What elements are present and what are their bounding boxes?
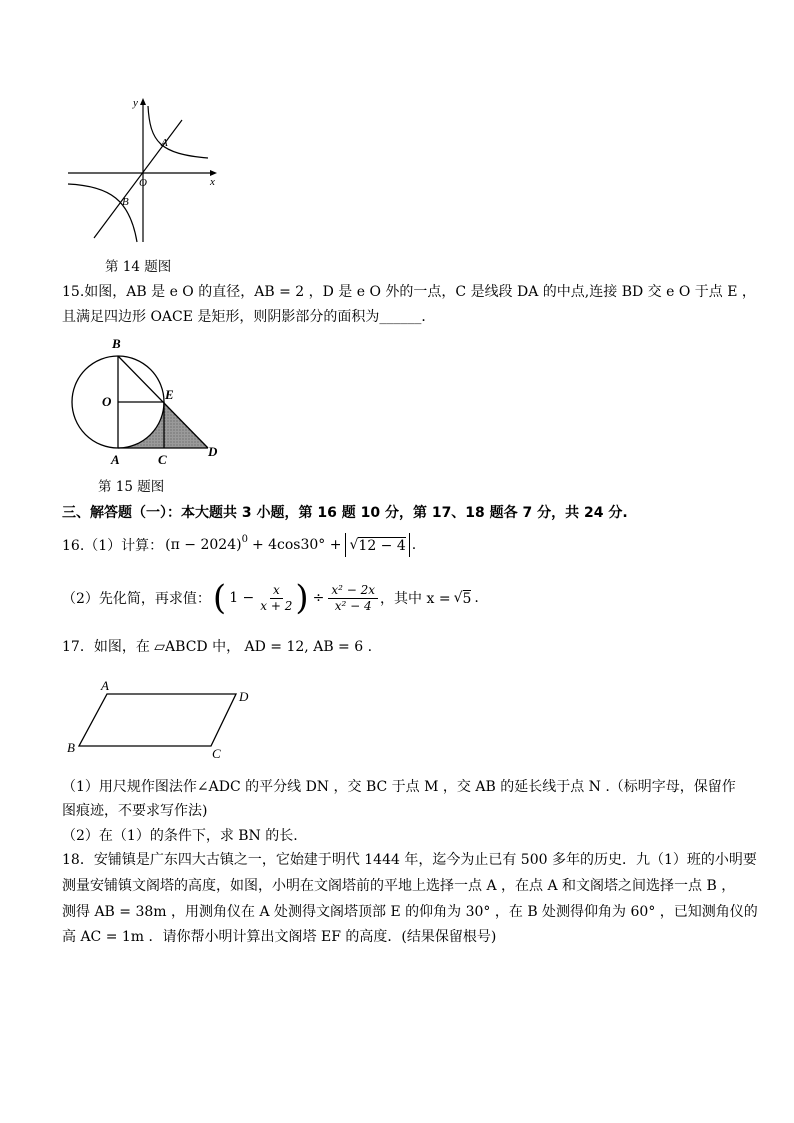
q16-part2-frac1	[257, 583, 295, 614]
q18-line1: 18．安铺镇是广东四大古镇之一，它始建于明代 1444 年，迄今为止已有 500 多年的历史．九（1）班的小明要	[62, 852, 757, 868]
sqrt-icon: √	[349, 537, 359, 553]
label-b: B	[67, 740, 75, 755]
label-b: B	[112, 336, 121, 351]
label-d: D	[208, 444, 218, 459]
figure-15	[62, 330, 232, 465]
label-d: D	[239, 689, 249, 704]
label-a: A	[161, 137, 168, 149]
label-b: B	[122, 196, 129, 208]
q17-part1-line1: （1）用尺规作图法作∠ADC 的平分线 DN ，交 BC 于点 M ，交 AB 的延长线于点 N .（标明字母，保留作	[62, 779, 736, 795]
figure-17	[62, 674, 262, 760]
line-ab	[94, 120, 182, 238]
figure-14	[60, 92, 230, 244]
q16-part1-abs	[345, 533, 409, 557]
q16-part2-prefix: （2）先化简，再求值：	[62, 591, 211, 607]
q17-line: 17．如图，在 ▱ABCD 中， AD = 12, AB = 6 .	[62, 639, 373, 655]
figure-15-caption: 第 15 题图	[98, 479, 165, 495]
left-paren-icon: (	[212, 578, 227, 618]
q16-part1-abs-inner: 12 − 4	[358, 537, 406, 554]
hyperbola-branch-upper	[148, 106, 208, 158]
hyperbola-branch-lower	[68, 184, 137, 242]
label-a: A	[111, 452, 120, 465]
right-paren-icon: )	[295, 578, 309, 618]
q16-part1-prefix: 16.（1）计算：	[62, 538, 164, 554]
q16-part2-tail: ，其中 x =	[380, 591, 451, 607]
q15-line1: 15.如图，AB 是 e O 的直径，AB = 2 ，D 是 e O 外的一点，C 是线段 DA 的中点,连接 BD 交 e O 于点 E ，	[62, 284, 756, 300]
q15-line2: 且满足四边形 OACE 是矩形，则阴影部分的面积为______．	[62, 309, 436, 325]
sqrt-icon: √	[453, 590, 463, 606]
q16-part2-frac2-den: x² − 4	[334, 598, 372, 613]
q16-part1-exp: 0	[241, 533, 248, 545]
q17-part2: （2）在（1）的条件下，求 BN 的长.	[62, 828, 298, 844]
label-c: C	[212, 746, 221, 760]
q16-part2-frac1-num: x	[270, 583, 283, 599]
q16-part2-frac2	[328, 583, 378, 614]
section-3-heading: 三、解答题（一）：本大题共 3 小题，第 16 题 10 分，第 17、18 题各 7 分，共 24 分.	[62, 505, 628, 521]
label-x: x	[210, 176, 215, 188]
q16-part1	[62, 530, 416, 560]
q16-part1-end: .	[411, 537, 417, 553]
parallelogram-abcd	[79, 694, 236, 746]
label-a: A	[101, 678, 109, 693]
label-y: y	[133, 97, 138, 109]
label-e: E	[165, 387, 174, 402]
label-o: O	[139, 177, 147, 189]
y-axis-arrow	[140, 98, 146, 105]
q17-part1-line2: 图痕迹，不要求写作法)	[62, 803, 208, 819]
q18-line2: 测量安铺镇文阁塔的高度，如图，小明在文阁塔前的平地上选择一点 A ，在点 A 和文阁塔之间选择一点 B ，	[62, 878, 736, 894]
figure-14-caption: 第 14 题图	[105, 259, 172, 275]
label-o: O	[102, 394, 112, 409]
label-c: C	[158, 452, 167, 465]
q16-part1-mid: + 4cos30° +	[251, 537, 342, 553]
q16-part2-frac2-num: x² − 2x	[328, 583, 378, 599]
q16-part2-end: .	[474, 590, 479, 606]
q16-part2-one: 1 −	[229, 590, 255, 606]
q16-part2-div: ÷	[312, 590, 325, 606]
q16-part2	[62, 578, 479, 618]
q16-part2-sqrt: 5	[462, 590, 472, 607]
q16-part1-pi: (π − 2024)	[165, 537, 242, 553]
q18-line3: 测得 AB = 38m ，用测角仪在 A 处测得文阁塔顶部 E 的仰角为 30° ，在 B 处测得仰角为 60° ，已知测角仪的	[62, 904, 758, 920]
q18-line4: 高 AC = 1m ．请你帮小明计算出文阁塔 EF 的高度．(结果保留根号)	[62, 929, 497, 945]
q16-part2-frac1-den: x + 2	[260, 598, 293, 613]
